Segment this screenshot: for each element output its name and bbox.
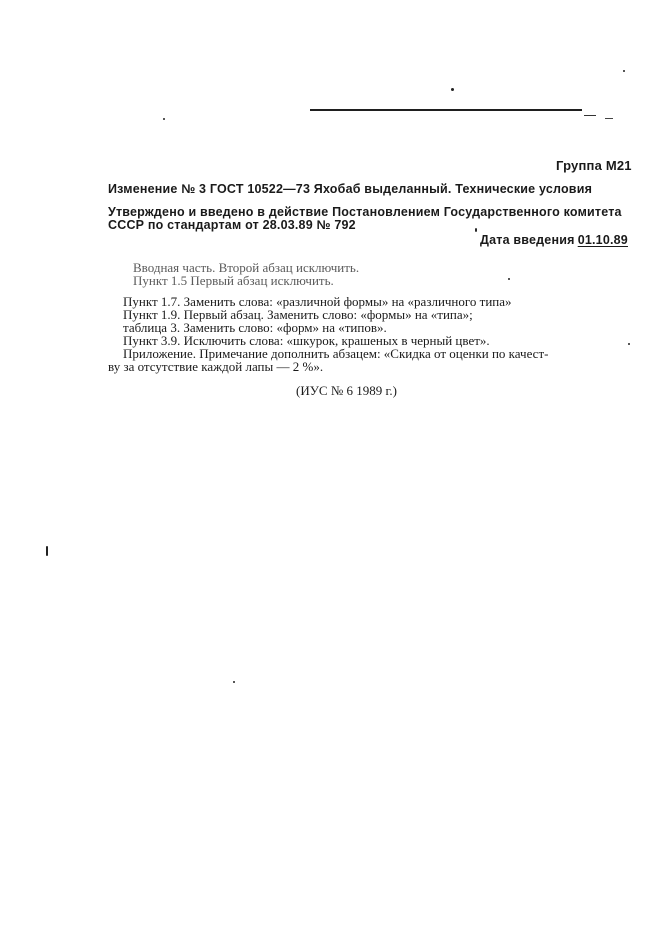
approval-statement-line1: Утверждено и введено в действие Постановлением Государственного комитета bbox=[108, 205, 622, 219]
header-rule bbox=[310, 109, 582, 111]
approval-statement-line2: СССР по стандартам от 28.03.89 № 792 bbox=[108, 218, 356, 232]
scan-speck bbox=[233, 681, 235, 683]
header-rule-dash bbox=[605, 118, 613, 119]
scan-speck bbox=[475, 228, 477, 232]
scan-speck bbox=[508, 278, 510, 280]
amendment-line: Пункт 1.9. Первый абзац. Заменить слово: «формы» на «типа»; bbox=[123, 307, 473, 322]
scan-speck bbox=[628, 343, 630, 345]
group-label: Группа М21 bbox=[556, 158, 632, 173]
header-rule-dash bbox=[584, 115, 596, 116]
scan-speck bbox=[623, 70, 625, 72]
intro-date bbox=[480, 233, 628, 248]
amendment-line: Пункт 1.5 Первый абзац исключить. bbox=[133, 273, 334, 288]
amendment-line: Пункт 3.9. Исключить слова: «шкурок, крашеных в черный цвет». bbox=[123, 333, 490, 348]
amendment-line: Приложение. Примечание дополнить абзацем: «Скидка от оценки по качест- bbox=[123, 346, 549, 361]
amendment-line: таблица 3. Заменить слово: «форм» на «типов». bbox=[123, 320, 387, 335]
intro-date-value: 01.10.89 bbox=[577, 233, 628, 247]
amendment-line: Вводная часть. Второй абзац исключить. bbox=[133, 260, 360, 275]
scan-speck bbox=[46, 546, 48, 556]
change-title: Изменение № 3 ГОСТ 10522—73 Яхобаб выделанный. Технические условия bbox=[108, 182, 593, 196]
amendment-line: Пункт 1.7. Заменить слова: «различной формы» на «различного типа» bbox=[123, 294, 512, 309]
scan-speck bbox=[163, 118, 165, 120]
issue-reference: (ИУС № 6 1989 г.) bbox=[296, 383, 397, 398]
scan-speck bbox=[451, 88, 454, 91]
intro-date-label: Дата введения bbox=[480, 233, 575, 247]
amendment-line: ву за отсутствие каждой лапы — 2 %». bbox=[108, 359, 324, 374]
